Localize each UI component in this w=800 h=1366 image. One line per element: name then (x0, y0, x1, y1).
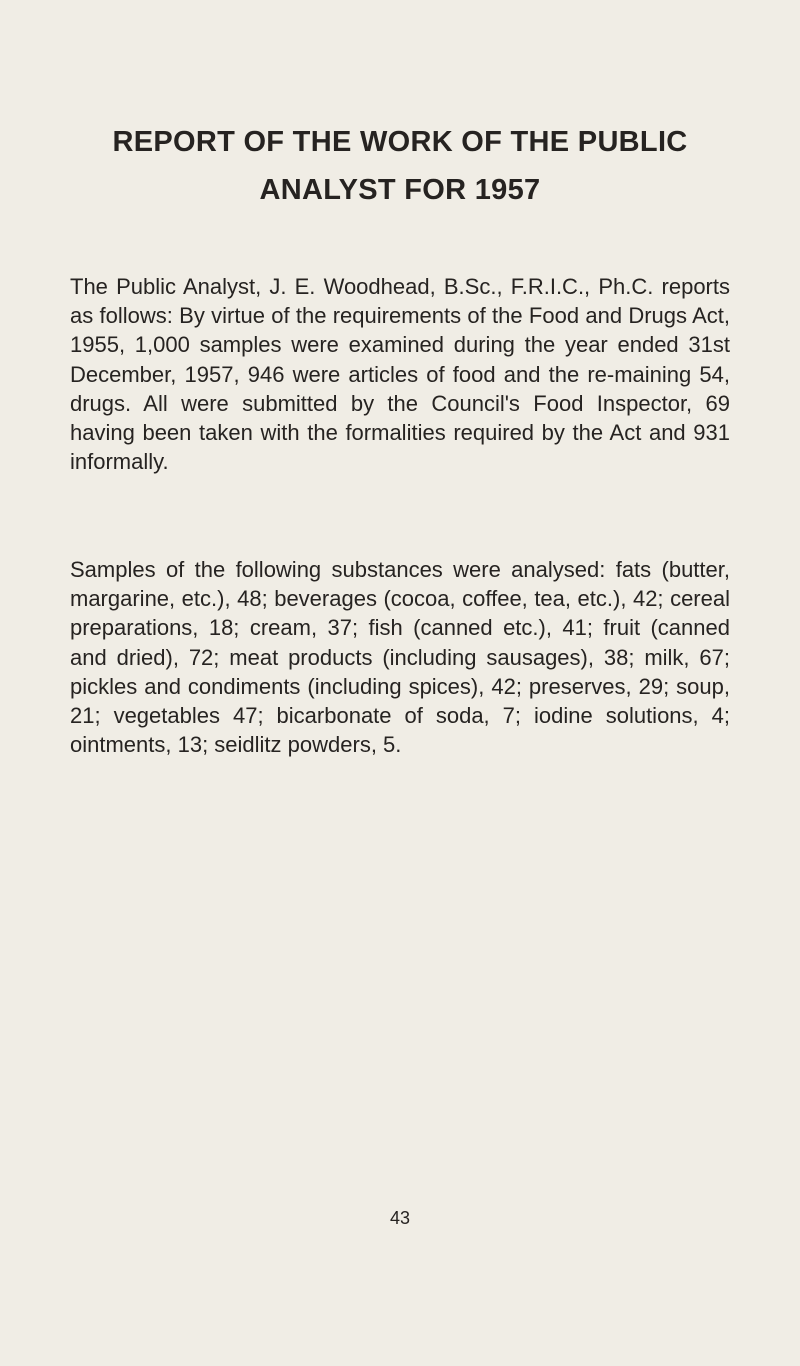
title-line-1: REPORT OF THE WORK OF THE PUBLIC (112, 126, 688, 158)
report-title (60, 118, 740, 214)
paragraph-substances-analysed: Samples of the following substances were analysed: fats (butter, margarine, etc.), 48; beverages (cocoa, coffee, tea, etc.), 42; cereal preparations, 18; cream, 37; fish (canned etc.), 41; fruit (canned and dried), 72; meat products (including sausages), 38; milk, 67; pickles and condiments (including spices), 42; preserves, 29; soup, 21; vegetables 47; bicarbonate of soda, 7; iodine solutions, 4; ointments, 13; seidlitz powders, 5. (70, 557, 730, 758)
title-line-2: ANALYST FOR 1957 (259, 174, 541, 206)
paragraph-samples-summary: The Public Analyst, J. E. Woodhead, B.Sc., F.R.I.C., Ph.C. reports as follows: By virtue of the requirements of the Food and Drugs Act, 1955, 1,000 samples were examined during the year ended 31st December, 1957, 946 were articles of food and the re-maining 54, drugs. All were submitted by the Council's Food Inspector, 69 having been taken with the formalities required by the Act and 931 informally. (70, 274, 730, 475)
page-number: 43 (389, 1208, 411, 1228)
